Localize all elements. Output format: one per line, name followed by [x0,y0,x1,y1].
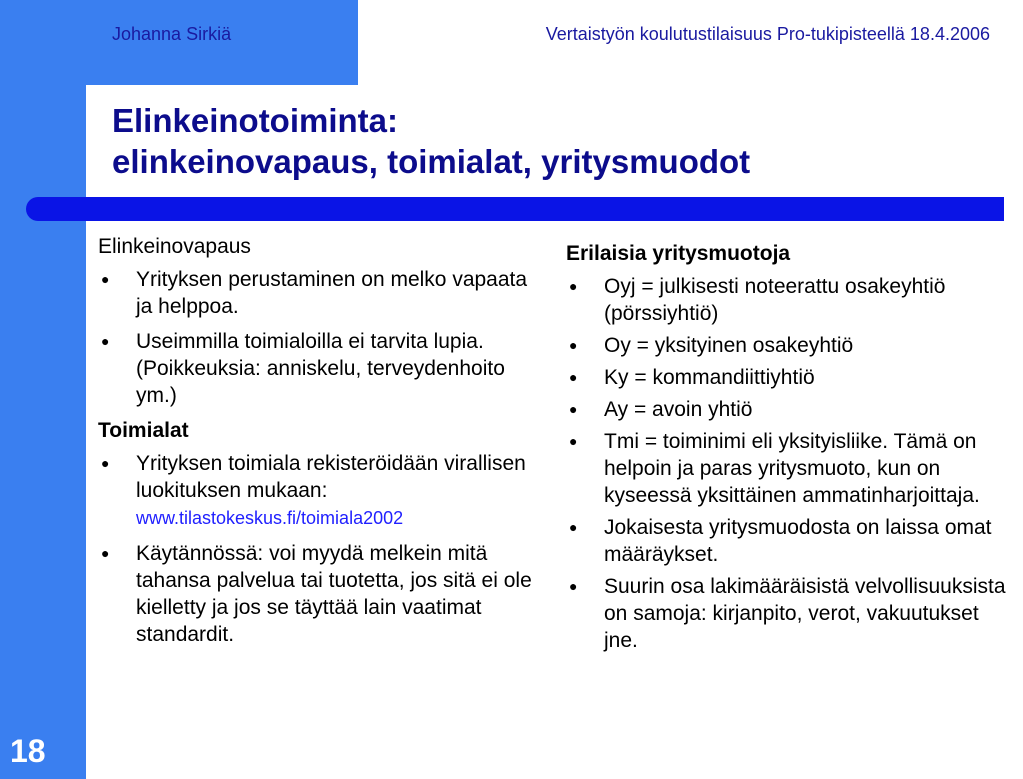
list-item: ● Jokaisesta yritysmuodosta on laissa omat määräykset. [569,516,992,566]
list-item: ● Käytännössä: voi myydä melkein mitä tahansa palvelua tai tuotetta, jos sitä ei ole kielletty ja jos se täyttää lain vaatimat standardit. [101,542,532,646]
bullet-icon: ● [101,333,110,349]
list-item: ● Ay = avoin yhtiö [569,398,753,421]
page-number: 18 [10,733,46,769]
bullet-icon: ● [569,433,578,449]
list-item: ● Useimmilla toimialoilla ei tarvita lupia. (Poikkeuksia: anniskelu, terveydenhoito ym.) [101,330,505,407]
left-accent-band [0,0,86,779]
slide-title-line1: Elinkeinotoiminta: [112,102,399,139]
bullet-icon: ● [569,369,578,385]
list-item: ● Oy = yksityinen osakeyhtiö [569,334,854,357]
section-heading-elinkeinovapaus: Elinkeinovapaus [98,235,251,258]
bullet-icon: ● [569,578,578,594]
bullet-icon: ● [101,271,110,287]
list-item: ● Oyj = julkisesti noteerattu osakeyhtiö (pörssiyhtiö) [569,275,946,325]
header-author: Johanna Sirkiä [112,24,232,44]
list-item: ● Yrityksen toimiala rekisteröidään virallisen luokituksen mukaan: www.tilastokeskus.fi/toimiala2002 [101,452,526,528]
yritysmuodot-list [566,273,1006,654]
section-heading-yritysmuodot: Erilaisia yritysmuotoja [566,242,791,265]
slide-title [112,100,750,182]
elinkeinovapaus-list [98,266,538,409]
toimiala-link[interactable]: www.tilastokeskus.fi/toimiala2002 [136,508,404,528]
left-column [98,233,538,656]
bullet-icon: ● [101,545,110,561]
slide-title-line2: elinkeinovapaus, toimialat, yritysmuodot [112,143,751,180]
toimialat-list [98,450,538,648]
bullet-icon: ● [569,337,578,353]
right-column [566,240,1006,660]
bullet-icon: ● [569,519,578,535]
bullet-icon: ● [569,401,578,417]
bullet-icon: ● [569,278,578,294]
bullet-icon: ● [101,455,110,471]
header-event: Vertaistyön koulutustilaisuus Pro-tukipisteellä 18.4.2006 [545,24,990,44]
list-item: ● Tmi = toiminimi eli yksityisliike. Tämä on helpoin ja paras yritysmuoto, kun on kyseessä yksittäinen ammatinharjoittaja. [569,430,980,507]
list-item: ● Yrityksen perustaminen on melko vapaata ja helppoa. [101,268,528,318]
list-item: ● Suurin osa lakimääräisistä velvollisuuksista on samoja: kirjanpito, verot, vakuutukset jne. [569,575,1006,652]
list-item: ● Ky = kommandiittiyhtiö [569,366,815,389]
title-underline-bar [26,197,1004,221]
section-heading-toimialat: Toimialat [98,419,189,442]
